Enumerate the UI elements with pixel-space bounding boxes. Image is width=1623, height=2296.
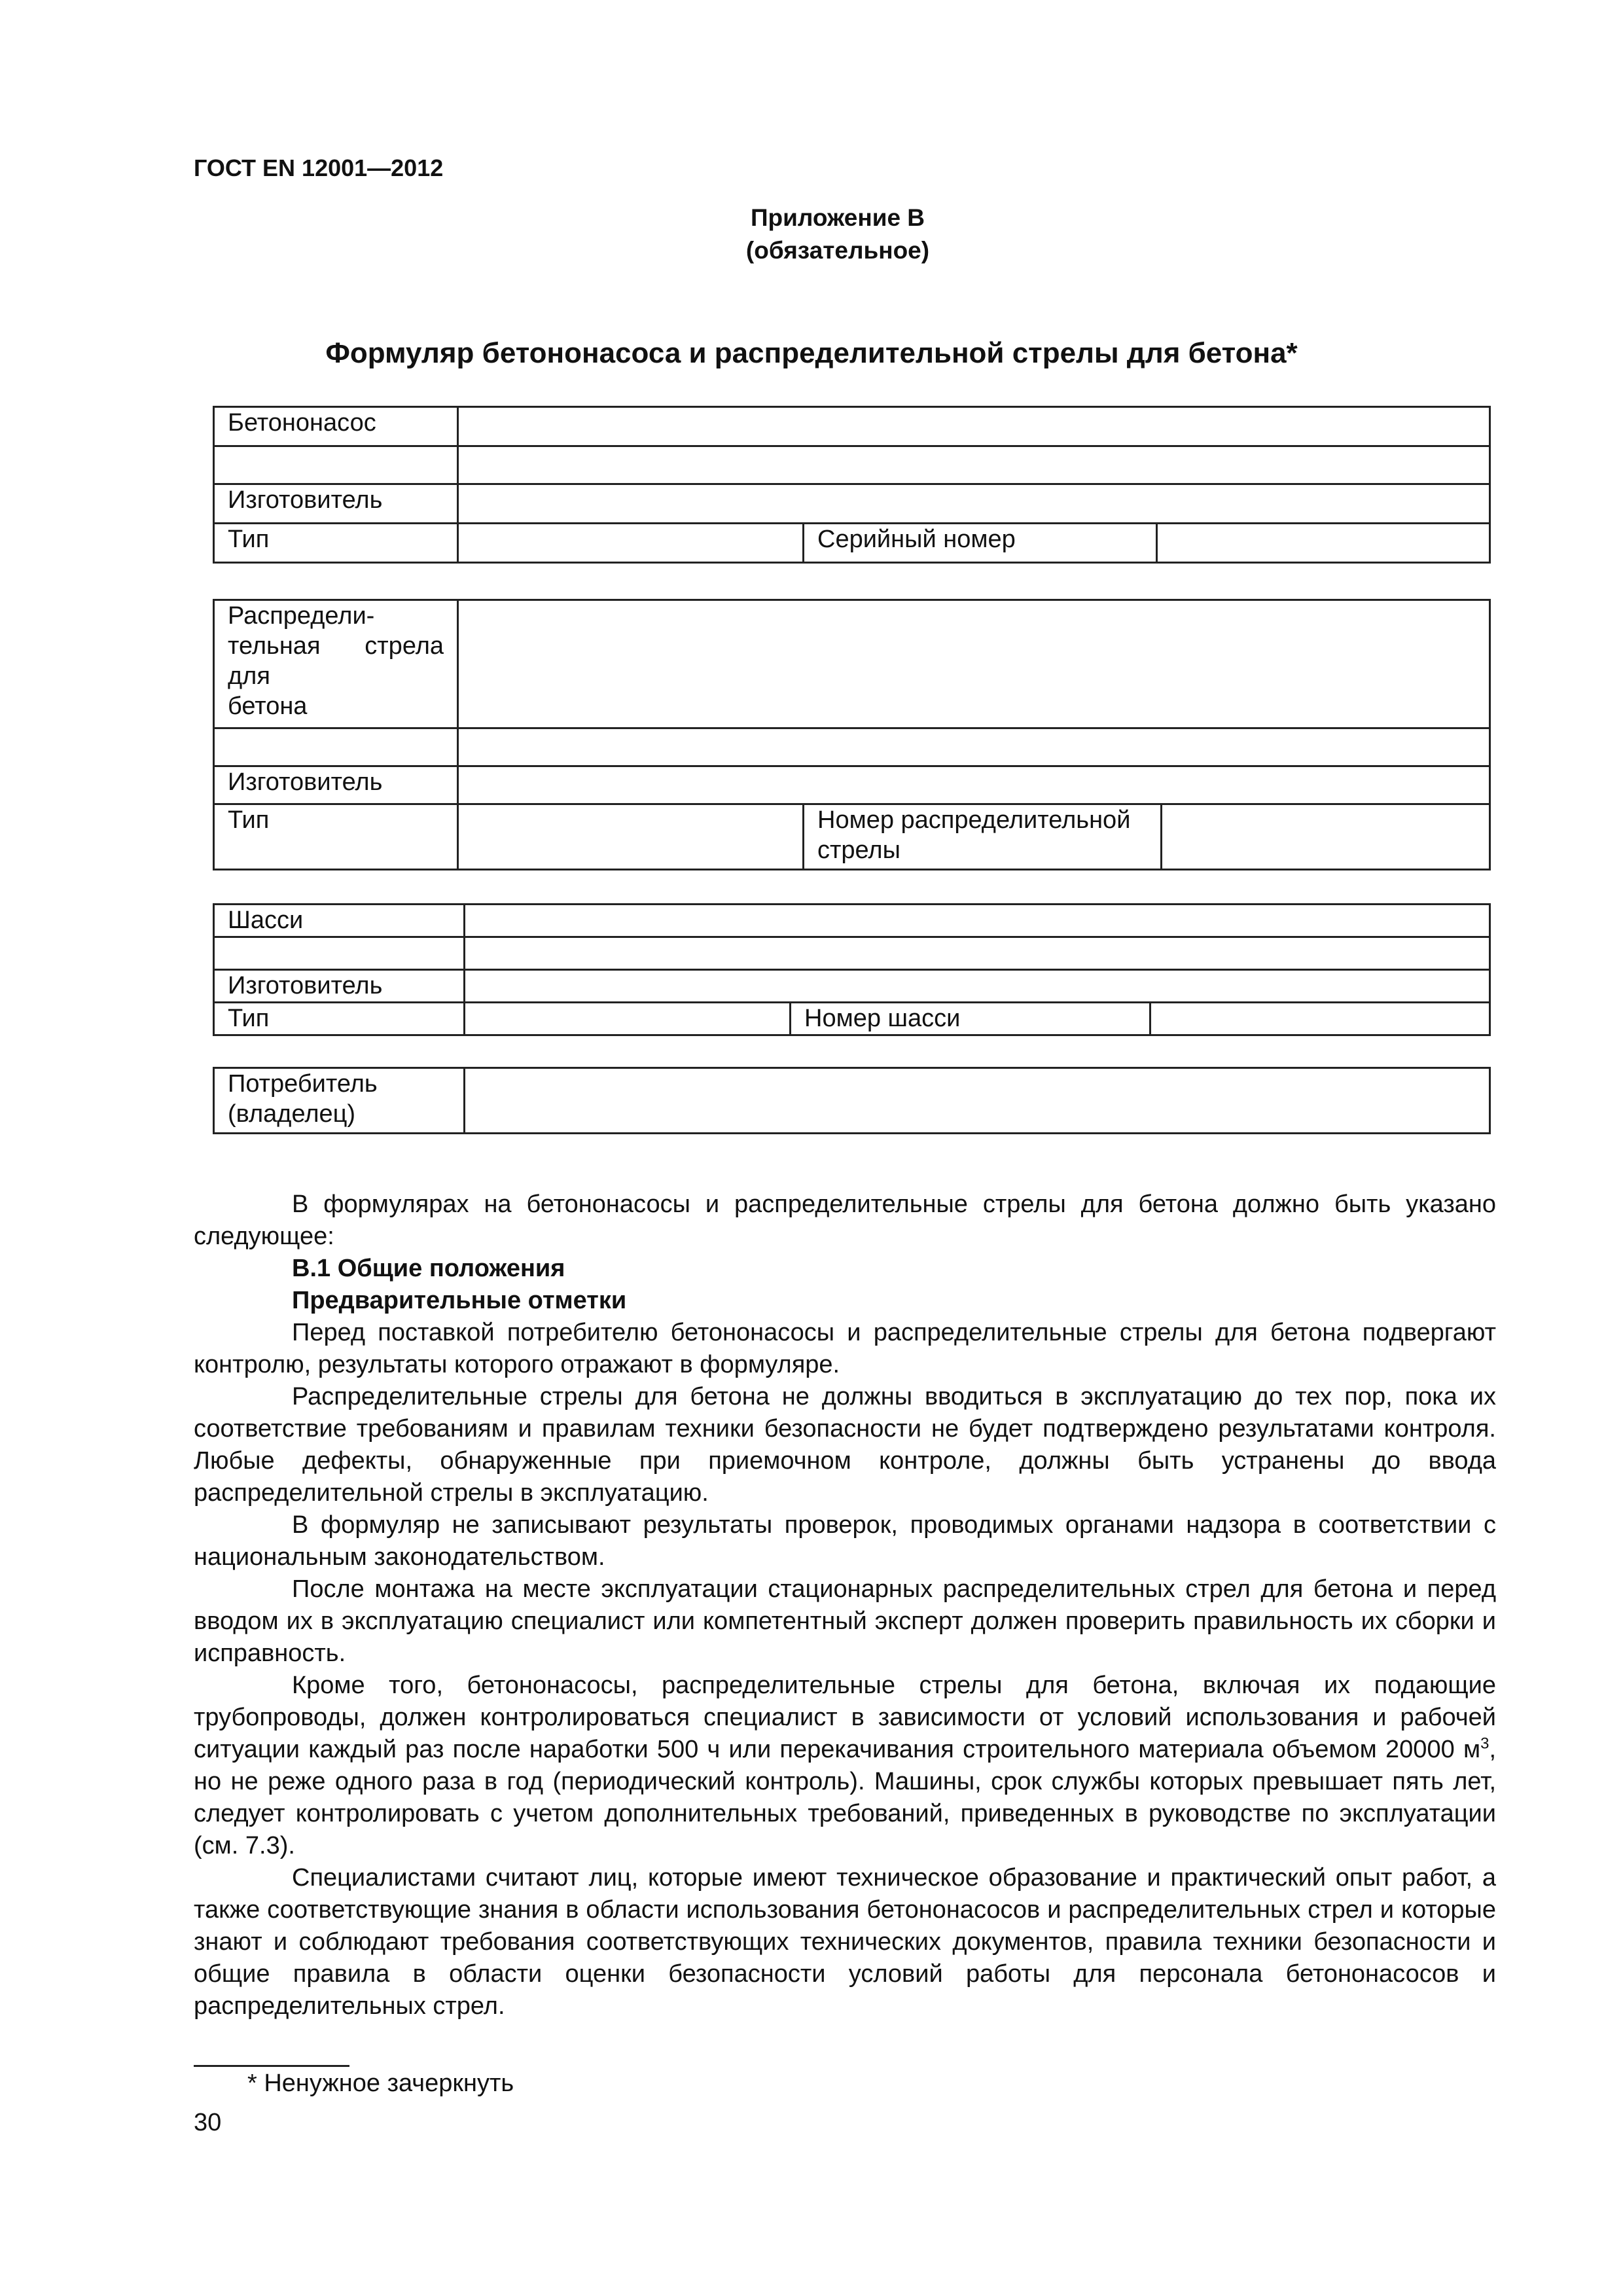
pump-blank-field[interactable] (458, 446, 1490, 484)
owner-label-line1: Потребитель (228, 1070, 378, 1098)
pump-serial-label: Серийный номер (804, 524, 1157, 563)
boom-label (214, 600, 458, 728)
pump-manufacturer-label: Изготовитель (214, 484, 458, 524)
boom-label-line3: для (228, 662, 270, 690)
paragraph-4: После монтажа на месте эксплуатации стационарных распределительных стрел для бетона и перед вводом их в эксплуатацию специалист или компетентный эксперт должен проверить правильность их сборки и исправность. (194, 1575, 1496, 1667)
boom-manufacturer-label: Изготовитель (214, 766, 458, 804)
pump-type-field[interactable] (458, 524, 804, 563)
chassis-type-field[interactable] (465, 1003, 791, 1035)
pump-value-field[interactable] (458, 407, 1490, 446)
paragraph-6: Специалистами считают лиц, которые имеют техническое образование и практический опыт работ, а также соответствующие знания в области использования бетононасосов и распределительных стрел и которые знают и соблюдают требования соответствующих технических документов, правила техники безопасности и общие правила в области оценки безопасности условий работы для персонала бетононасосов и распределительных стрел. (194, 1864, 1496, 2020)
intro-paragraph: В формулярах на бетононасосы и распределительные стрелы для бетона должно быть указано следующее: (194, 1191, 1496, 1250)
paragraph-5 (194, 1670, 1496, 1862)
body-text (194, 1189, 1496, 2022)
owner-label (214, 1068, 465, 1134)
boom-type-field[interactable] (458, 804, 804, 870)
paragraph-5-superscript: 3 (1480, 1734, 1489, 1753)
boom-blank-field[interactable] (458, 728, 1490, 766)
boom-type-label: Тип (214, 804, 458, 870)
boom-blank-label (214, 728, 458, 766)
boom-number-field[interactable] (1162, 804, 1490, 870)
paragraph-5-part1: Кроме того, бетононасосы, распределительные стрелы для бетона, включая их подающие трубопроводы, должен контролироваться специалист в зависимости от условий использования и рабочей ситуации каждый раз после наработки 500 ч или перекачивания строительного материала объемом 20000 м (194, 1672, 1496, 1763)
paragraph-3: В формуляр не записывают результаты проверок, проводимых органами надзора в соответствии с национальным законодательством. (194, 1511, 1496, 1571)
boom-table (213, 599, 1491, 870)
chassis-manufacturer-label: Изготовитель (214, 970, 465, 1003)
chassis-value-field[interactable] (465, 905, 1490, 937)
pump-table (213, 406, 1491, 564)
paragraph-5-part2: , но не реже одного раза в год (периодический контроль). Машины, срок службы которых превышает пять лет, следует контролировать с учетом дополнительных требований, приведенных в руководстве по эксплуатации (см. 7.3). (194, 1736, 1496, 1859)
owner-field[interactable] (465, 1068, 1490, 1134)
chassis-manufacturer-field[interactable] (465, 970, 1490, 1003)
chassis-number-field[interactable] (1150, 1003, 1490, 1035)
annex-status: (обязательное) (745, 237, 930, 264)
subsection-heading: Предварительные отметки (292, 1287, 627, 1314)
chassis-number-label: Номер шасси (791, 1003, 1150, 1035)
owner-label-line2: (владелец) (228, 1100, 356, 1128)
owner-table (213, 1067, 1491, 1134)
boom-label-line1: Распредели- (228, 602, 375, 630)
boom-number-label-line1: Номер распределительной (817, 806, 1131, 834)
boom-number-label (804, 804, 1162, 870)
pump-type-label: Тип (214, 524, 458, 563)
paragraph-1: Перед поставкой потребителю бетононасосы и распределительные стрелы для бетона подвергают контролю, результаты которого отражают в формуляре. (194, 1319, 1496, 1378)
chassis-blank-field[interactable] (465, 937, 1490, 970)
boom-value-field[interactable] (458, 600, 1490, 728)
chassis-blank-label (214, 937, 465, 970)
boom-number-label-line2: стрелы (817, 836, 901, 864)
annex-heading (0, 202, 1623, 267)
chassis-label: Шасси (214, 905, 465, 937)
boom-manufacturer-field[interactable] (458, 766, 1490, 804)
section-heading: В.1 Общие положения (292, 1255, 565, 1282)
document-code: ГОСТ EN 12001—2012 (194, 154, 444, 181)
page-number: 30 (194, 2109, 222, 2136)
chassis-table (213, 903, 1491, 1036)
pump-label: Бетононасос (214, 407, 458, 446)
annex-title: Приложение В (750, 204, 925, 231)
boom-label-line4: бетона (228, 692, 308, 720)
footnote: * Ненужное зачеркнуть (247, 2070, 514, 2097)
pump-blank-label (214, 446, 458, 484)
pump-serial-field[interactable] (1157, 524, 1490, 563)
boom-label-line2: тельная стрела (228, 632, 444, 660)
paragraph-2: Распределительные стрелы для бетона не должны вводиться в эксплуатацию до тех пор, пока их соответствие требованиям и правилам техники безопасности не будет подтверждено результатами контроля. Любые дефекты, обнаруженные при приемочном контроле, должны быть устранены до ввода распределительной стрелы в эксплуатацию. (194, 1383, 1496, 1507)
form-title: Формуляр бетононасоса и распределительной стрелы для бетона* (325, 337, 1298, 369)
chassis-type-label: Тип (214, 1003, 465, 1035)
pump-manufacturer-field[interactable] (458, 484, 1490, 524)
